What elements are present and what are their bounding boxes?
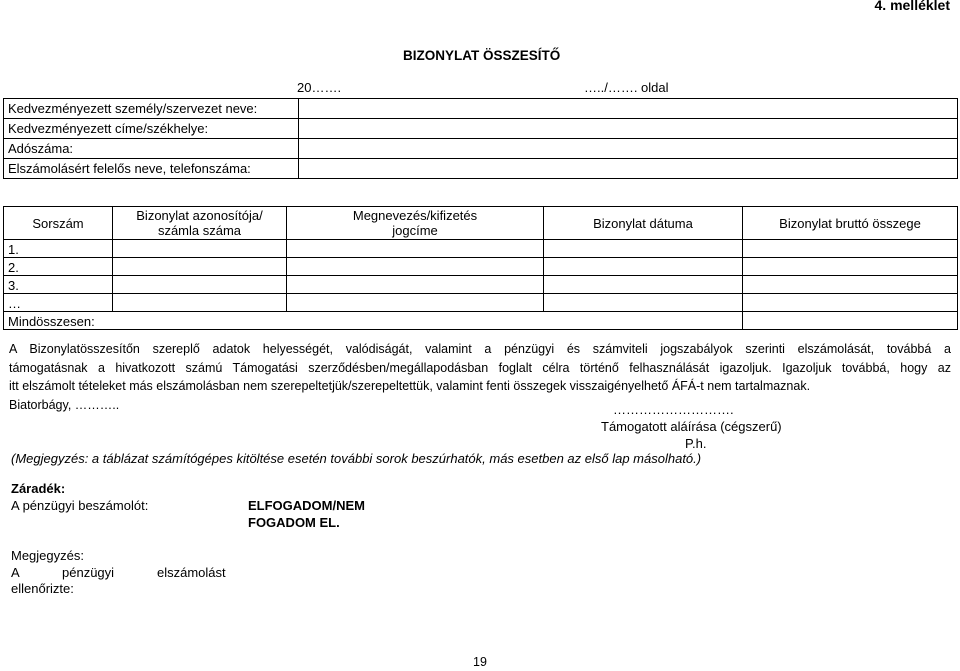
table-header-row [4,207,958,240]
beneficiary-address-value[interactable] [299,119,958,139]
header-doc-id-line1: Bizonylat azonosítója/ [136,208,263,223]
row-cell[interactable] [287,258,544,276]
total-value[interactable] [743,312,958,330]
row-cell[interactable] [113,258,287,276]
page-number: 19 [473,655,487,669]
header-serial: Sorszám [4,207,113,240]
table-row [4,294,958,312]
row-cell[interactable] [743,258,958,276]
remark-word-a: A [11,565,20,580]
decision-line-2[interactable]: FOGADOM EL. [248,515,340,530]
annex-label: 4. melléklet [874,0,950,13]
statement-line: itt elszámolt tételeket más elszámolásban nem szerepeltetjük/szerepeltettük, valamint fenti összegek visszaigényelhető ÁFÁ-t nem tartalmaznak. [9,379,811,393]
signature-line: ………………………. [613,402,734,417]
statement-line: támogatásnak a hivatkozott számú Támogatási szerződésben/megállapodásban foglalt célra történő felhasználását igazoljuk. Igazoljuk továbbá, hogy az [9,360,951,375]
beneficiary-info-table [3,98,958,179]
row-serial: 1. [4,240,113,258]
table-row [4,240,958,258]
row-serial: 2. [4,258,113,276]
receipt-summary-table [3,206,958,330]
remark-word-settlement: elszámolást [157,565,226,580]
stamp-place: P.h. [685,436,707,451]
remark-word-financial: pénzügyi [62,565,115,580]
info-row [4,99,958,119]
header-doc-id [113,207,287,240]
row-cell[interactable] [287,276,544,294]
row-cell[interactable] [544,240,743,258]
page-counter: …../……. oldal [584,80,669,95]
header-name-line1: Megnevezés/kifizetés [352,208,478,223]
report-label: A pénzügyi beszámolót: [11,498,149,513]
header-name-line2: jogcíme [392,223,438,238]
header-doc-id-line2: számla száma [157,223,242,238]
row-cell[interactable] [544,294,743,312]
year-field: 20……. [297,80,342,95]
row-cell[interactable] [287,240,544,258]
remark-title: Megjegyzés: [11,548,84,563]
row-cell[interactable] [544,258,743,276]
decision-line-1[interactable]: ELFOGADOM/NEM [248,498,365,513]
beneficiary-name-label: Kedvezményezett személy/szervezet neve: [4,99,299,119]
header-name [287,207,544,240]
info-row [4,139,958,159]
signature-label: Támogatott aláírása (cégszerű) [601,419,782,434]
clause-title: Záradék: [11,481,66,496]
info-row [4,119,958,139]
info-row [4,159,958,179]
header-date: Bizonylat dátuma [544,207,743,240]
table-total-row [4,312,958,330]
row-cell[interactable] [544,276,743,294]
table-row [4,258,958,276]
row-cell[interactable] [743,294,958,312]
row-cell[interactable] [743,240,958,258]
place-date: Biatorbágy, ……….. [9,397,120,412]
row-serial: 3. [4,276,113,294]
total-label: Mindösszesen: [4,312,743,330]
header-amount: Bizonylat bruttó összege [743,207,958,240]
beneficiary-address-label: Kedvezményezett címe/székhelye: [4,119,299,139]
row-cell[interactable] [743,276,958,294]
responsible-person-label: Elszámolásért felelős neve, telefonszáma: [4,159,299,179]
table-row [4,276,958,294]
row-cell[interactable] [113,276,287,294]
document-title: BIZONYLAT ÖSSZESÍTŐ [403,48,561,63]
tax-number-label: Adószáma: [4,139,299,159]
certification-statement [9,340,951,414]
row-cell[interactable] [287,294,544,312]
row-cell[interactable] [113,240,287,258]
row-cell[interactable] [113,294,287,312]
row-serial: … [4,294,113,312]
tax-number-value[interactable] [299,139,958,159]
table-note: (Megjegyzés: a táblázat számítógépes kitöltése esetén további sorok beszúrhatók, más esetben az első lap másolható.) [11,451,702,466]
remark-checked: ellenőrizte: [11,581,74,596]
statement-line: A Bizonylatösszesítőn szereplő adatok helyességét, valódiságát, valamint a pénzügyi és számviteli jogszabályok szerinti elszámolását, továbbá a [9,342,951,356]
beneficiary-name-value[interactable] [299,99,958,119]
responsible-person-value[interactable] [299,159,958,179]
